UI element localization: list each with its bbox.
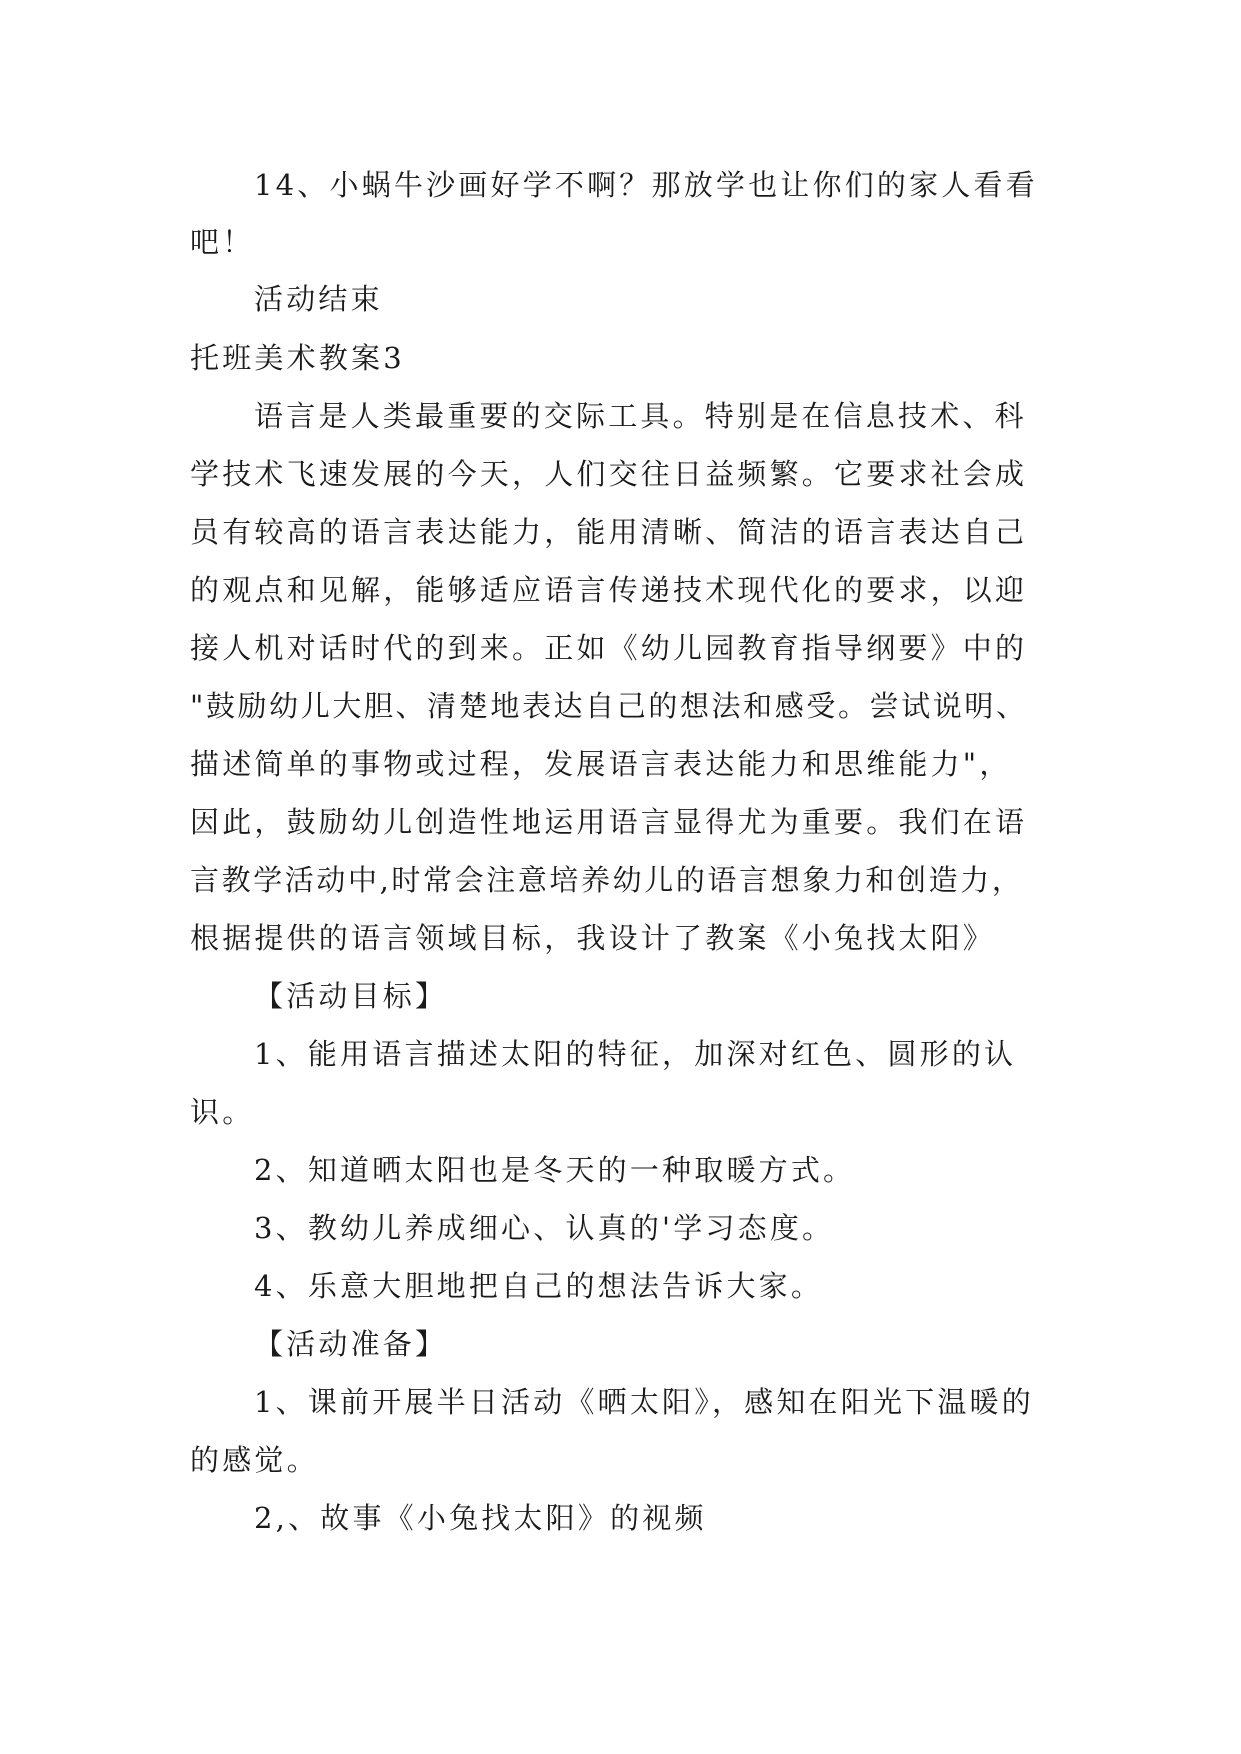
text-line: 语言是人类最重要的交际工具。特别是在信息技术、科	[254, 399, 1027, 433]
list-item: 1、能用语言描述太阳的特征，加深对红色、圆形的认	[254, 1037, 1017, 1071]
text-line: 因此，鼓励幼儿创造性地运用语言显得尤为重要。我们在语	[190, 805, 1028, 839]
text-line: 描述简单的事物或过程，发展语言表达能力和思维能力"，	[190, 747, 1012, 781]
list-item: 3、教幼儿养成细心、认真的'学习态度。	[254, 1211, 835, 1245]
text-line: 的观点和见解，能够适应语言传递技术现代化的要求，以迎	[190, 573, 1028, 607]
section-heading: 【活动目标】	[254, 979, 448, 1013]
text-line: 接人机对话时代的到来。正如《幼儿园教育指导纲要》中的	[190, 631, 1028, 665]
list-item: 2、知道晒太阳也是冬天的一种取暖方式。	[254, 1153, 856, 1187]
section-heading: 活动结束	[254, 282, 383, 316]
list-item: 4、乐意大胆地把自己的想法告诉大家。	[254, 1269, 824, 1303]
list-item-continuation: 识。	[190, 1095, 255, 1129]
section-heading: 【活动准备】	[254, 1327, 448, 1361]
text-line: 吧！	[190, 225, 255, 259]
text-line: 员有较高的语言表达能力，能用清晰、简洁的语言表达自己	[190, 515, 1028, 549]
document-title: 托班美术教案3	[190, 341, 405, 375]
text-line: 根据提供的语言领域目标，我设计了教案《小兔找太阳》	[190, 921, 996, 955]
text-line: 学技术飞速发展的今天，人们交往日益频繁。它要求社会成	[190, 457, 1028, 491]
list-item: 1、课前开展半日活动《晒太阳》，感知在阳光下温暖的	[254, 1385, 1034, 1419]
list-item-continuation: 的感觉。	[190, 1443, 319, 1477]
text-line: 言教学活动中,时常会注意培养幼儿的语言想象力和创造力，	[190, 863, 1024, 897]
list-item: 2,、故事《小兔找太阳》的视频	[254, 1501, 707, 1535]
text-line: "鼓励幼儿大胆、清楚地表达自己的想法和感受。尝试说明、	[190, 689, 1028, 723]
text-line: 14、小蜗牛沙画好学不啊？那放学也让你们的家人看看	[254, 168, 1038, 202]
